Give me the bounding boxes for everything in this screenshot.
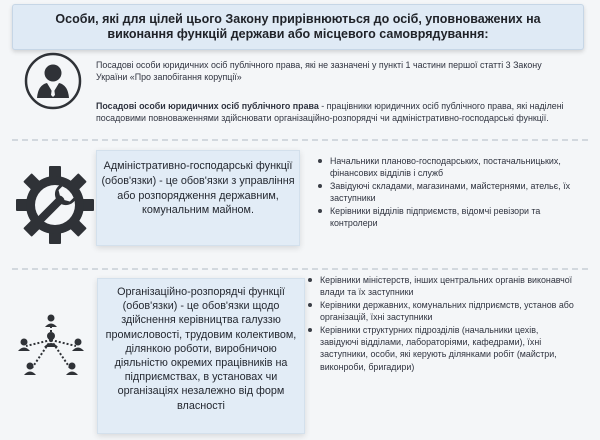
list-item: Керівники міністерств, інших центральних органів виконавчої влади та їх заступники — [308, 274, 578, 299]
section-divider — [12, 139, 588, 141]
bullet-icon — [308, 328, 312, 332]
list-item: Керівники державних, комунальних підприємств, установ або організацій, їхні заступники — [308, 299, 578, 324]
list-item: Завідуючі складами, магазинами, майстернями, ательє, їх заступники — [318, 180, 586, 205]
page-title: Особи, які для цілей цього Закону прирівнюються до осіб, уповноважених на виконання функцій держави або місцевого самоврядування: — [55, 12, 541, 41]
officials-intro: Посадові особи юридичних осіб публічного права, які не зазначені у пункті 1 частини першої статті 3 Закону України «Про запобігання корупції» — [96, 60, 542, 82]
bullet-icon — [308, 278, 312, 282]
officials-term: Посадові особи юридичних осіб публічного права — [96, 101, 319, 111]
list-item: Начальники планово-господарських, постачальницьких, фінансових відділів і служб — [318, 155, 586, 180]
admin-functions-card — [96, 150, 300, 246]
list-item: Керівники відділів підприємств, відомчі ревізори та контролери — [318, 205, 586, 230]
admin-functions-text: Адміністративно-господарські функції (обов'язки) - це обов'язки з управління або розпорядження державним, комунальним майном. — [101, 160, 295, 217]
list-item: Керівники структурних підрозділів (начальники цехів, завідуючі відділами, лабораторіями, кафедрами), їхні заступники, особи, які керують ділянками робіт (майстри, виконроби, бригадири) — [308, 324, 578, 374]
officials-definition-text: - працівники юридичних осіб публічного права, які наділені посадовими повноваженнями здійснювати організаційно-розпорядчі чи адміністративно-господарські функції. — [96, 101, 564, 124]
org-functions-text: Організаційно-розпорядчі функції (обов'язки) - це обов'язки щодо здійснення керівництва галуззю промисловості, трудовим колективом, ділянкою роботи, виробничою діяльністю окремих працівників на підприємствах, в установах чи організаціях незалежно від форм власності — [105, 286, 297, 412]
bullet-icon — [318, 184, 322, 188]
org-positions-list — [308, 274, 578, 373]
bullet-icon — [318, 159, 322, 163]
people-network-icon — [16, 312, 86, 382]
businessman-icon — [24, 52, 82, 110]
gear-wrench-icon — [14, 164, 96, 246]
officials-definition — [96, 100, 586, 125]
org-functions-card — [97, 278, 305, 434]
admin-positions-list — [318, 155, 586, 229]
section-divider — [12, 268, 588, 270]
bullet-icon — [318, 209, 322, 213]
bullet-icon — [308, 303, 312, 307]
title-banner — [12, 4, 584, 50]
